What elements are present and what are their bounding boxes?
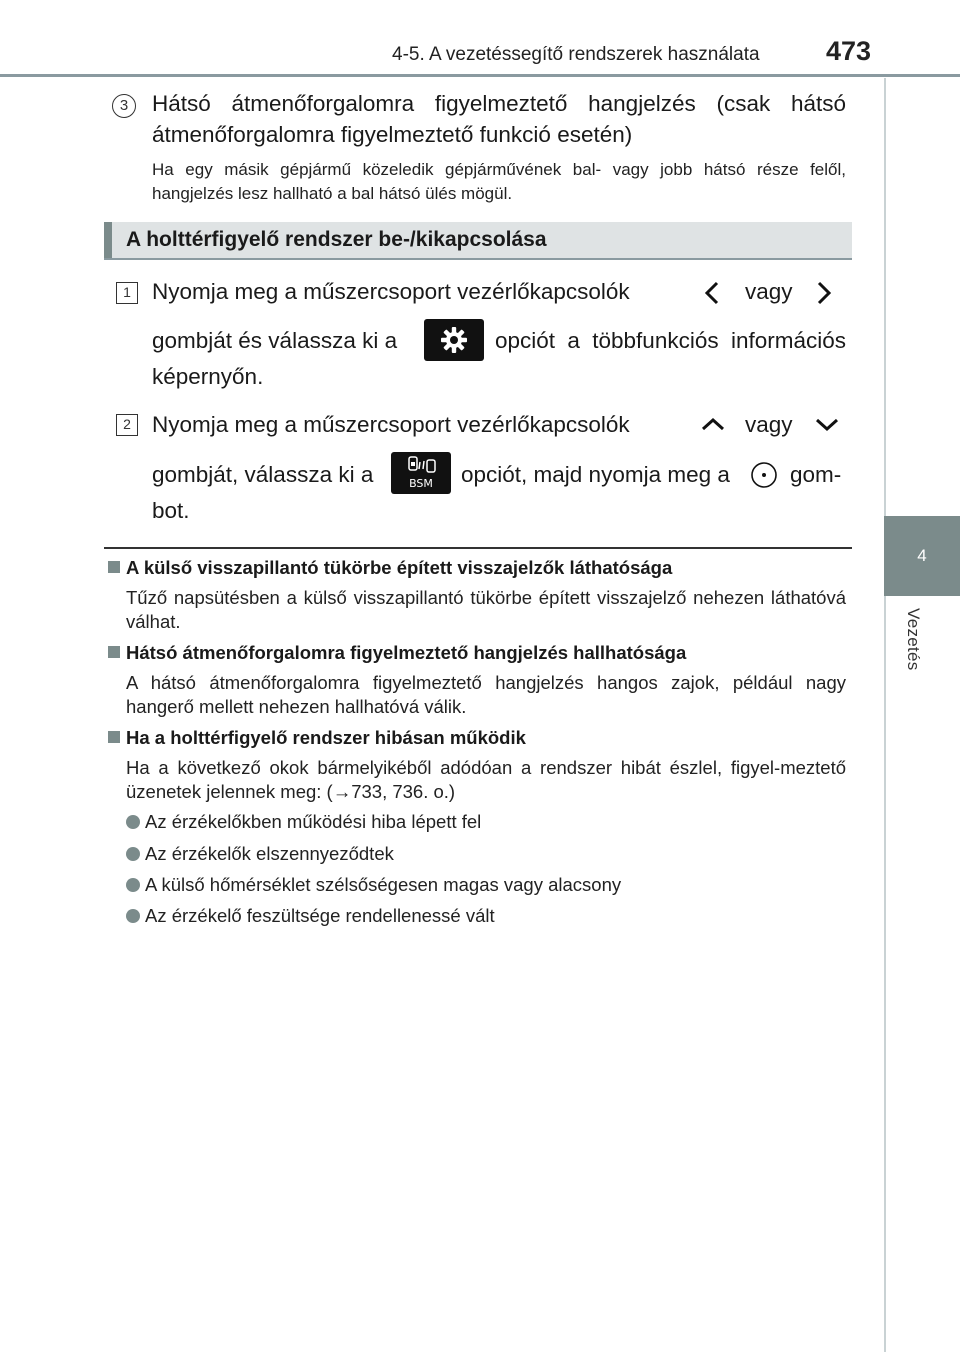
list-item-text: A külső hőmérséklet szélsőségesen magas vagy alacsony	[145, 874, 622, 895]
note-square-marker	[108, 646, 120, 658]
section-heading	[104, 222, 852, 258]
chapter-label: Vezetés	[904, 608, 923, 671]
bullet-dot	[126, 815, 140, 829]
bsm-label: BSM	[409, 477, 433, 490]
step1-line2b: opciót a többfunkciós információs	[495, 328, 846, 353]
note-text-2: A hátsó átmenőforgalomra figyelmeztető hangjelzés hangos zajok, például nagy hangerő mellett nehezen hallhatóvá válik.	[126, 672, 846, 717]
bullet-dot	[126, 847, 140, 861]
bsm-icon	[391, 452, 451, 494]
step1-line2a: gombját és válassza ki a	[152, 328, 398, 353]
list-item-text: Az érzékelők elszennyeződtek	[145, 843, 394, 864]
gear-icon	[424, 319, 484, 361]
bullet-dot	[126, 909, 140, 923]
list-item	[126, 811, 481, 833]
item-marker-3: 3	[112, 94, 136, 118]
step2-line2a: gombját, válassza ki a	[152, 462, 374, 487]
page-number: 473	[826, 36, 872, 66]
step2-line2c: gom-	[790, 462, 842, 487]
chapter-tab	[884, 516, 960, 596]
list-item-text: Az érzékelő feszültsége rendellenessé vált	[145, 905, 495, 926]
list-item-text: Az érzékelőkben működési hiba lépett fel	[145, 811, 482, 832]
step1-or: vagy	[745, 279, 793, 304]
item3-title-line2: átmenőforgalomra figyelmeztető funkció esetén)	[152, 122, 633, 147]
section-underline	[104, 258, 852, 260]
step-marker-2: 2	[116, 414, 138, 436]
chevron-down-icon	[814, 416, 840, 432]
chapter-number: 4	[917, 546, 927, 565]
section-heading-text: A holttérfigyelő rendszer be-/kikapcsolása	[126, 228, 547, 251]
section-accent	[104, 222, 112, 258]
side-margin-rule	[884, 78, 960, 1352]
note-square-marker	[108, 561, 120, 573]
section-divider	[104, 547, 852, 549]
note-heading-text: A külső visszapillantó tükörbe épített visszajelzők láthatósága	[126, 557, 673, 578]
bsm-icon-glyph	[391, 452, 451, 494]
ok-button-icon	[750, 461, 778, 489]
chevron-up-icon	[700, 416, 726, 432]
step1-line1: Nyomja meg a műszercsoport vezérlőkapcsolók	[152, 279, 630, 304]
step2-line1: Nyomja meg a műszercsoport vezérlőkapcsolók	[152, 412, 630, 437]
chapter-label-container	[903, 608, 927, 688]
note-text-3: Ha a következő okok bármelyikéből adódóan a rendszer hibát észlel, figyel-meztető üzenetek jelennek meg: (→733, 736. o.)	[126, 757, 846, 802]
list-item	[126, 874, 621, 896]
note-heading-text: Hátsó átmenőforgalomra figyelmeztető hangjelzés hallhatósága	[126, 642, 687, 663]
chevron-right-icon	[814, 280, 834, 306]
note-heading-2	[108, 642, 686, 664]
note-heading-3	[108, 727, 526, 749]
note-heading-1	[108, 557, 672, 579]
chevron-left-icon	[702, 280, 722, 306]
section-title: 4-5. A vezetéssegítő rendszerek használata	[392, 44, 760, 65]
gear-icon-glyph	[424, 319, 484, 361]
list-item	[126, 843, 394, 865]
list-item	[126, 905, 495, 927]
item3-description: Ha egy másik gépjármű közeledik gépjárművének bal- vagy jobb hátsó része felől, hangjelzés lesz hallható a bal hátsó ülés mögül.	[152, 160, 846, 203]
note-text-1: Tűző napsütésben a külső visszapillantó tükörbe épített visszajelző nehezen láthatóvá válhat.	[126, 587, 846, 632]
step2-line3: bot.	[152, 498, 190, 523]
item3-title-line1: Hátsó átmenőforgalomra figyelmeztető hangjelzés (csak hátsó	[152, 91, 846, 116]
note-heading-text: Ha a holttérfigyelő rendszer hibásan működik	[126, 727, 526, 748]
step1-line3: képernyőn.	[152, 364, 264, 389]
header-rule	[0, 74, 960, 77]
step-marker-1: 1	[116, 282, 138, 304]
step2-line2b: opciót, majd nyomja meg a	[461, 462, 730, 487]
note-square-marker	[108, 731, 120, 743]
step2-or: vagy	[745, 412, 793, 437]
bullet-dot	[126, 878, 140, 892]
